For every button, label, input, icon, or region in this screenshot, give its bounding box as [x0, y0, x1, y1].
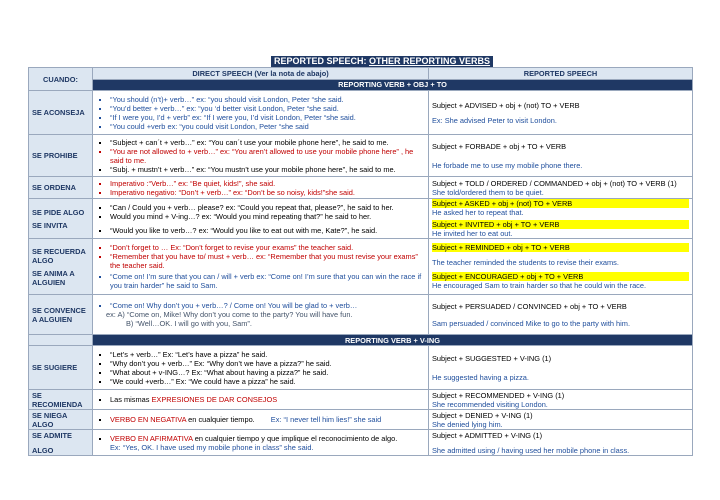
- structure: Subject + ADMITTED + V-ING (1): [432, 430, 543, 440]
- list-item: ▪ “Can / Could you + verb… please? ex: “Could you repeat that, please?”, he said to her.: [110, 203, 425, 212]
- list-item: ▪ “You’d better + verb…” ex: “you ‘d better visit London, Peter “she said.: [110, 104, 425, 113]
- list-item: ▪ “If I were you, I’d + verb” ex: “If I were you, I’d visit London, Peter “she said.: [110, 113, 425, 122]
- direct-sugiere: [93, 346, 429, 390]
- cat-algo-label: ALGO: [32, 445, 54, 455]
- cat-pide: [29, 199, 93, 239]
- reported-recomienda: [429, 390, 693, 410]
- list-item: ▪ “Subj. + mustn’t + verb…” ex: “You mustn’t use your mobile phone here”, he said to me.: [110, 165, 425, 174]
- header-cuando: CUANDO:: [29, 68, 93, 91]
- example: He asked her to repeat that.: [432, 208, 524, 217]
- text: Las mismas: [110, 395, 152, 404]
- reported-recuerda: [429, 239, 693, 295]
- list-item: [110, 434, 425, 443]
- example: She recommended visiting London.: [432, 399, 548, 409]
- emphasis: EXPRESIONES DE DAR CONSEJOS: [151, 395, 278, 404]
- structure: Subject + ENCOURAGED + obj + TO + VERB: [432, 272, 689, 281]
- row-admite: [29, 430, 693, 456]
- example: He suggested having a pizza.: [432, 372, 529, 382]
- list-item: ▪ “Come on! I’m sure that you can / will + verb ex: “Come on! I’m sure that you can win the race if you train harder” he said to Sam.: [110, 272, 425, 290]
- reported-sugiere: [429, 346, 693, 390]
- list-item: ▪ “Don’t forget to … Ex: “Don’t forget to revise your exams” the teacher said.: [110, 243, 425, 252]
- row-aconseja: [29, 91, 693, 135]
- reported-aconseja: [429, 91, 693, 135]
- row-prohibe: [29, 135, 693, 177]
- cat-ordena: SE ORDENA: [29, 177, 93, 199]
- example: Ex: “I never tell him lies!” she said: [270, 415, 382, 424]
- list-item: ▪ Imperativo :“Verb…” ex: “Be quiet, kids!”, she said.: [110, 179, 425, 188]
- header-row: [29, 68, 693, 80]
- direct-convence: [93, 295, 429, 335]
- structure: Subject + ASKED + obj + (not) TO + VERB: [432, 199, 689, 208]
- list-item: ▪ “What about + v-ING…? Ex: “What about having a pizza?” he said.: [110, 368, 425, 377]
- cat-admite-label: SE ADMITE: [32, 430, 72, 440]
- reported-ordena: [429, 177, 693, 199]
- direct-recuerda: [93, 239, 429, 295]
- emphasis: VERBO EN NEGATIVA: [110, 415, 187, 424]
- example: He forbade me to use my mobile phone there.: [432, 160, 583, 170]
- page-title: [271, 56, 493, 67]
- reported-convence: [429, 295, 693, 335]
- example: Ex: She advised Peter to visit London.: [432, 115, 557, 125]
- cat-recomienda: SE RECOMIENDA: [29, 390, 93, 410]
- band-row-2: [29, 335, 693, 346]
- list-item: ▪ “Remember that you have to/ must + verb… ex: “Remember that you must revise your exams” the teacher said.: [110, 252, 425, 270]
- row-sugiere: [29, 346, 693, 390]
- structure: Subject + TOLD / ORDERED / COMMANDED + obj + (not) TO + VERB (1): [432, 178, 677, 188]
- band-row-1: [29, 79, 693, 91]
- text: en cualquier tiempo y que implique el reconocimiento de algo.: [192, 433, 398, 443]
- cat-prohibe: SE PROHIBE: [29, 135, 93, 177]
- list-item: [110, 395, 425, 404]
- direct-prohibe: [93, 135, 429, 177]
- cat-admite: [29, 430, 93, 456]
- structure: Subject + ADVISED + obj + (not) TO + VERB: [432, 100, 580, 110]
- reported-prohibe: [429, 135, 693, 177]
- row-pide: [29, 199, 693, 239]
- reported-niega: [429, 410, 693, 430]
- list-item: ▪ “Subject + can´t + verb…” ex: “You can´t use your mobile phone here”, he said to me.: [110, 138, 425, 147]
- structure: Subject + PERSUADED / CONVINCED + obj + TO + VERB: [432, 301, 627, 311]
- structure: Subject + SUGGESTED + V-ING (1): [432, 353, 552, 363]
- example: Ex: “Yes, OK. I have used my mobile phone in class” she said.: [110, 442, 314, 452]
- title-prefix: REPORTED SPEECH:: [274, 56, 367, 66]
- list-item: ▪ “Let’s + verb…” Ex: “Let’s have a pizza” he said.: [110, 350, 425, 359]
- direct-ordena: [93, 177, 429, 199]
- row-recomienda: [29, 390, 693, 410]
- list-item: ▪ “You are not allowed to + verb…” ex: “You aren’t allowed to use your mobile phone here” , he said to me.: [110, 147, 425, 165]
- row-convence: [29, 295, 693, 335]
- list-item: ▪ “You could +verb ex: “you could visit London, Peter “she said: [110, 122, 425, 131]
- direct-pide: [93, 199, 429, 239]
- example-b: B) “Well…OK. I will go with you, Sam”.: [126, 319, 252, 328]
- header-reported: REPORTED SPEECH: [429, 68, 693, 80]
- example-a: ex: A) “Come on, Mike! Why don’t you come to the party? You will have fun.: [106, 310, 353, 319]
- emphasis: VERBO EN AFIRMATIVA: [110, 433, 193, 443]
- structure: Subject + FORBADE + obj + TO + VERB: [432, 141, 567, 151]
- list-item: ▪ “Why don’t you + verb…” Ex: “Why don’t we have a pizza?” he said.: [110, 359, 425, 368]
- example: He encouraged Sam to train harder so that he could win the race.: [432, 281, 647, 290]
- reported-admite: [429, 430, 693, 456]
- example: She told/ordered them to be quiet.: [432, 187, 544, 197]
- band-verb-ing: REPORTING VERB + V-ING: [93, 335, 693, 346]
- example: She admitted using / having used her mobile phone in class.: [432, 445, 630, 455]
- structure: Subject + REMINDED + obj + TO + VERB: [432, 243, 689, 252]
- reporting-verbs-table: [28, 67, 693, 456]
- list-item: ▪ “Would you like to verb…? ex: “Would you like to eat out with me, Kate?”, he said.: [110, 226, 425, 235]
- cat-sugiere: SE SUGIERE: [29, 346, 93, 390]
- direct-recomienda: [93, 390, 429, 410]
- text: en cualquier tiempo.: [186, 415, 255, 424]
- row-ordena: [29, 177, 693, 199]
- example: She denied lying him.: [432, 419, 503, 429]
- structure: Subject + DENIED + V-ING (1): [432, 410, 533, 420]
- cat-convence: SE CONVENCE A ALGUIEN: [29, 295, 93, 335]
- cat-niega: SE NIEGA ALGO: [29, 410, 93, 430]
- direct-aconseja: [93, 91, 429, 135]
- band-verb-obj-to: REPORTING VERB + OBJ + TO: [93, 79, 693, 91]
- reported-pide: [429, 199, 693, 239]
- example: Sam persuaded / convinced Mike to go to the party with him.: [432, 318, 631, 328]
- cat-invita-label: SE INVITA: [32, 220, 68, 230]
- list-item: ▪ “You should (n’t)+ verb…” ex: “you should visit London, Peter “she said.: [110, 95, 425, 104]
- cat-recuerda-label: SE RECUERDA ALGO: [32, 246, 86, 265]
- list-item: ▪ Imperativo negativo: “Don’t + verb…” ex: “Don’t be so noisy, kids!”she said.: [110, 188, 425, 197]
- cat-anima-label: SE ANIMA A ALGUIEN: [32, 268, 75, 287]
- direct-niega: [93, 410, 429, 430]
- structure: Subject + INVITED + obj + TO + VERB: [432, 220, 689, 229]
- list-item: ▪ “We could +verb…” Ex: “We could have a pizza” he said.: [110, 377, 425, 386]
- list-item: ▪ “Come on! Why don’t you + verb…? / Come on! You will be glad to + verb…: [110, 301, 425, 310]
- header-direct: DIRECT SPEECH (Ver la nota de abajo): [93, 68, 429, 80]
- example: He invited her to eat out.: [432, 229, 513, 238]
- direct-admite: [93, 430, 429, 456]
- example: The teacher reminded the students to revise their exams.: [432, 258, 619, 267]
- row-recuerda: [29, 239, 693, 295]
- cat-aconseja: SE ACONSEJA: [29, 91, 93, 135]
- list-item: ▪ Would you mind + V-ing…? ex: “Would you mind repeating that?” he said to her.: [110, 212, 425, 221]
- row-niega: [29, 410, 693, 430]
- title-main: OTHER REPORTING VERBS: [369, 56, 491, 66]
- cat-pide-label: SE PIDE ALGO: [32, 207, 85, 217]
- list-item: [110, 415, 425, 424]
- cat-recuerda: [29, 239, 93, 295]
- structure: Subject + RECOMMENDED + V-ING (1): [432, 390, 565, 400]
